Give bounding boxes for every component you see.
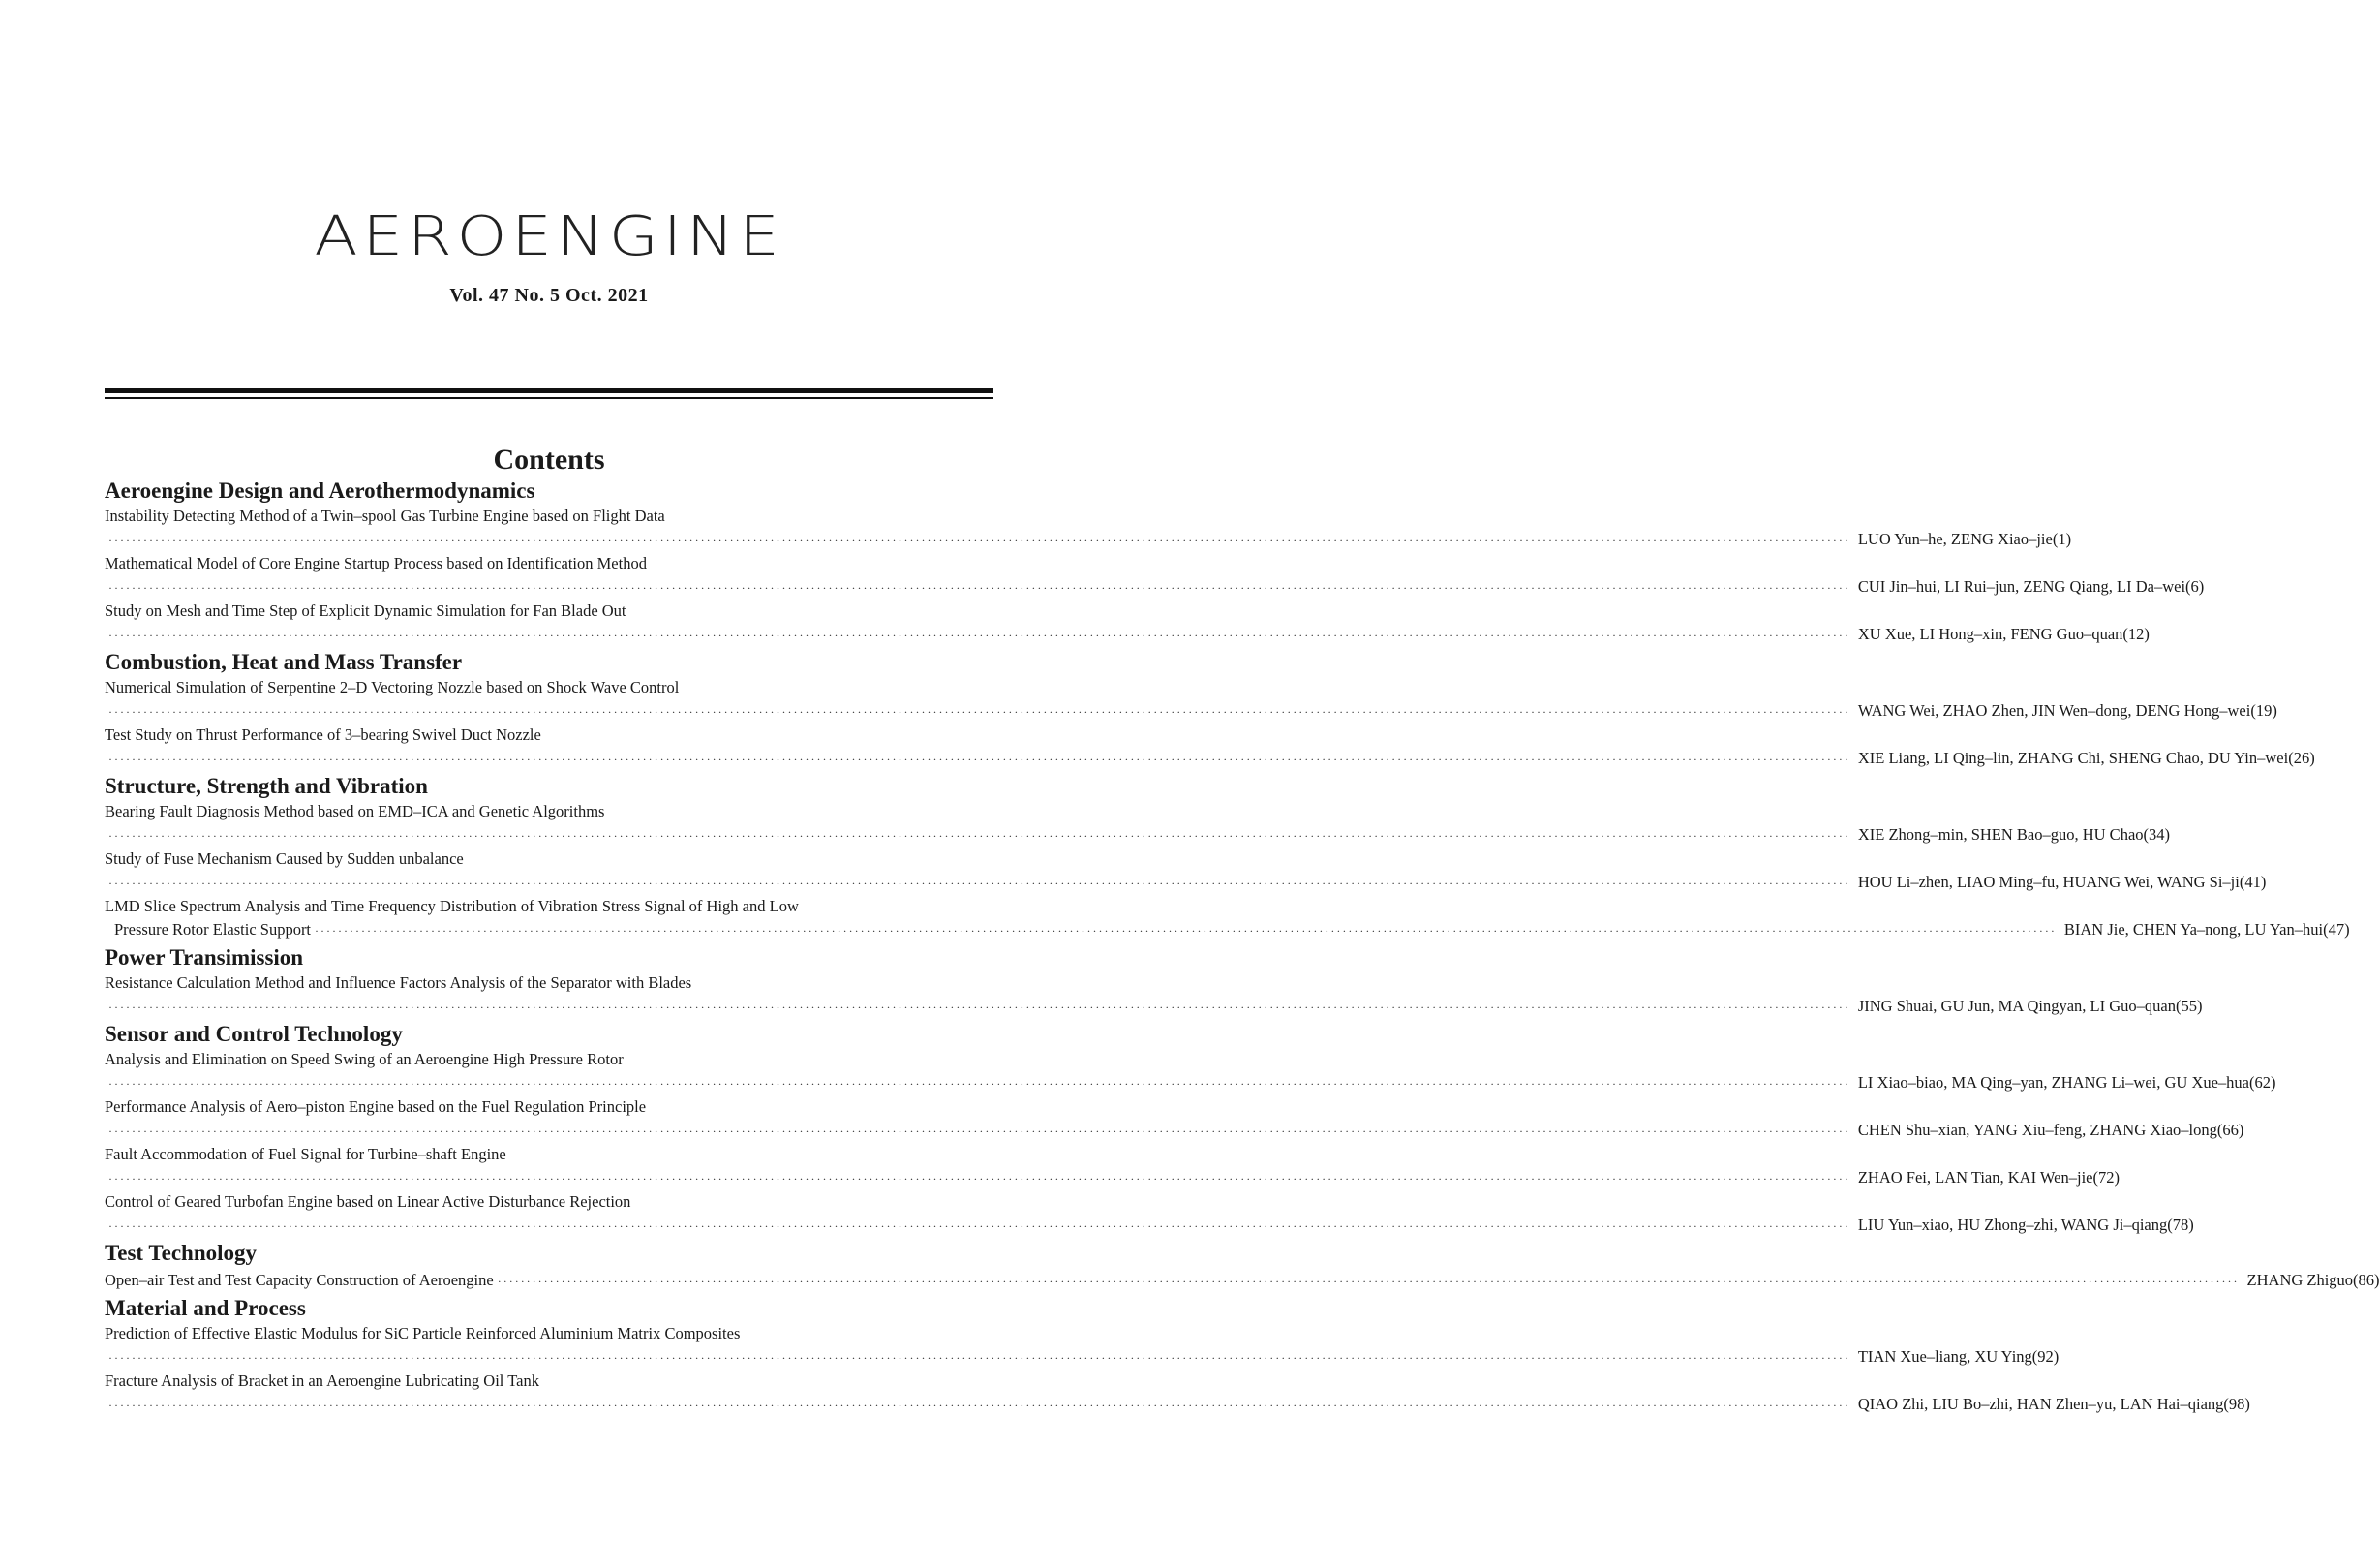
entry-authors-page: LIU Yun–xiao, HU Zhong–zhi, WANG Ji–qiang(78) xyxy=(1857,1216,2194,1234)
entry-title: LMD Slice Spectrum Analysis and Time Frequency Distribution of Vibration Stress Signal of High and Low xyxy=(105,897,799,915)
entry-authors-page: WANG Wei, ZHAO Zhen, JIN Wen–dong, DENG Hong–wei(19) xyxy=(1857,701,2277,720)
toc-entry[interactable] xyxy=(105,1268,2380,1294)
dot-leader: ············································································································································································································································································································ xyxy=(108,534,1850,547)
section-heading: Aeroengine Design and Aerothermodynamics xyxy=(105,478,535,503)
entry-author-line xyxy=(105,822,2171,848)
entry-author-line xyxy=(105,1392,2250,1418)
divider-thin xyxy=(105,397,993,399)
entry-author-line xyxy=(105,917,2350,943)
entry-author-line xyxy=(105,1344,2060,1371)
entry-authors-page: HOU Li–zhen, LIAO Ming–fu, HUANG Wei, WANG Si–ji(41) xyxy=(1857,873,2267,891)
entry-author-line xyxy=(105,698,2277,724)
toc-entry[interactable] xyxy=(105,677,2277,724)
dot-leader: ············································································································································································································································································································ xyxy=(108,1001,1850,1014)
dot-leader: ············································································································································································································································································································ xyxy=(108,877,1850,890)
entry-author-line xyxy=(105,1268,2380,1294)
dot-leader: ············································································································································································································································································································ xyxy=(108,829,1850,843)
entry-authors-page: LI Xiao–biao, MA Qing–yan, ZHANG Li–wei, GU Xue–hua(62) xyxy=(1857,1073,2276,1092)
toc-entry[interactable] xyxy=(105,1371,2250,1418)
entry-title: Prediction of Effective Elastic Modulus for SiC Particle Reinforced Aluminium Matrix Composites xyxy=(105,1324,741,1342)
entry-title: Performance Analysis of Aero–piston Engine based on the Fuel Regulation Principle xyxy=(105,1097,647,1116)
entry-author-line xyxy=(105,1118,2244,1144)
entry-title: Instability Detecting Method of a Twin–spool Gas Turbine Engine based on Flight Data xyxy=(105,507,665,525)
entry-title: Study of Fuse Mechanism Caused by Sudden unbalance xyxy=(105,849,464,868)
entry-authors-page: XIE Zhong–min, SHEN Bao–guo, HU Chao(34) xyxy=(1857,825,2171,844)
journal-title: AEROENGINE xyxy=(314,205,784,268)
entry-title: Control of Geared Turbofan Engine based on Linear Active Disturbance Rejection xyxy=(105,1192,631,1211)
toc-entry[interactable] xyxy=(105,1144,2120,1191)
entry-authors-page: QIAO Zhi, LIU Bo–zhi, HAN Zhen–yu, LAN Hai–qiang(98) xyxy=(1857,1395,2250,1413)
toc-entry[interactable] xyxy=(105,1191,2194,1239)
entry-title: Analysis and Elimination on Speed Swing of an Aeroengine High Pressure Rotor xyxy=(105,1050,624,1068)
entry-title: Fault Accommodation of Fuel Signal for Turbine–shaft Engine xyxy=(105,1145,506,1163)
toc-entry[interactable] xyxy=(105,972,2203,1020)
toc-entry[interactable] xyxy=(105,1096,2244,1144)
dot-leader: ············································································································································································································································································································ xyxy=(108,1399,1850,1412)
divider-thick xyxy=(105,388,993,393)
dot-leader: ············································································································································································································································································································ xyxy=(497,1275,2240,1288)
dot-leader: ············································································································································································································································································································ xyxy=(108,629,1850,642)
toc-entry[interactable] xyxy=(105,1323,2060,1371)
issue-info: Vol. 47 No. 5 Oct. 2021 xyxy=(449,285,649,306)
entry-authors-page: XIE Liang, LI Qing–lin, ZHANG Chi, SHENG Chao, DU Yin–wei(26) xyxy=(1857,749,2315,767)
dot-leader: ············································································································································································································································································································ xyxy=(315,924,2057,938)
dot-leader: ············································································································································································································································································································ xyxy=(108,705,1850,719)
entry-author-line xyxy=(105,1070,2276,1096)
contents-heading: Contents xyxy=(493,444,605,476)
entry-author-line xyxy=(105,870,2267,896)
dot-leader: ············································································································································································································································································································ xyxy=(108,581,1850,595)
dot-leader: ············································································································································································································································································································ xyxy=(108,753,1850,766)
section-heading: Test Technology xyxy=(105,1241,258,1265)
entry-title-continuation: Pressure Rotor Elastic Support xyxy=(114,920,312,939)
entry-authors-page: JING Shuai, GU Jun, MA Qingyan, LI Guo–quan(55) xyxy=(1857,997,2203,1015)
entry-title: Open–air Test and Test Capacity Construction of Aeroengine xyxy=(105,1271,494,1289)
toc-entry[interactable] xyxy=(105,896,2350,943)
section-heading: Structure, Strength and Vibration xyxy=(105,774,428,798)
toc-entry[interactable] xyxy=(105,801,2171,848)
dot-leader: ············································································································································································································································································································ xyxy=(108,1172,1850,1186)
section-heading: Power Transimission xyxy=(105,945,304,970)
entry-title: Bearing Fault Diagnosis Method based on EMD–ICA and Genetic Algorithms xyxy=(105,802,605,820)
entry-title: Mathematical Model of Core Engine Startup Process based on Identification Method xyxy=(105,554,647,572)
entry-title: Resistance Calculation Method and Influence Factors Analysis of the Separator with Blades xyxy=(105,973,692,992)
section-heading: Material and Process xyxy=(105,1296,306,1320)
section-heading: Combustion, Heat and Mass Transfer xyxy=(105,650,463,674)
section-heading: Sensor and Control Technology xyxy=(105,1022,403,1046)
entry-author-line xyxy=(105,574,2205,601)
entry-title: Fracture Analysis of Bracket in an Aeroengine Lubricating Oil Tank xyxy=(105,1371,539,1390)
dot-leader: ············································································································································································································································································································ xyxy=(108,1351,1850,1365)
table-of-contents xyxy=(105,477,2380,1418)
entry-title: Test Study on Thrust Performance of 3–bearing Swivel Duct Nozzle xyxy=(105,725,541,744)
entry-authors-page: TIAN Xue–liang, XU Ying(92) xyxy=(1857,1347,2060,1366)
entry-author-line xyxy=(105,1213,2194,1239)
entry-title: Study on Mesh and Time Step of Explicit Dynamic Simulation for Fan Blade Out xyxy=(105,601,626,620)
entry-authors-page: LUO Yun–he, ZENG Xiao–jie(1) xyxy=(1857,530,2072,548)
entry-author-line xyxy=(105,994,2203,1020)
toc-entry[interactable] xyxy=(105,506,2072,553)
entry-authors-page: CHEN Shu–xian, YANG Xiu–feng, ZHANG Xiao–long(66) xyxy=(1857,1121,2244,1139)
entry-authors-page: ZHANG Zhiguo(86) xyxy=(2246,1271,2380,1289)
dot-leader: ············································································································································································································································································································ xyxy=(108,1077,1850,1091)
toc-entry[interactable] xyxy=(105,601,2150,648)
entry-authors-page: XU Xue, LI Hong–xin, FENG Guo–quan(12) xyxy=(1857,625,2150,643)
entry-title: Numerical Simulation of Serpentine 2–D Vectoring Nozzle based on Shock Wave Control xyxy=(105,678,680,696)
entry-author-line xyxy=(105,527,2072,553)
toc-entry[interactable] xyxy=(105,1049,2276,1096)
entry-author-line xyxy=(105,622,2150,648)
entry-authors-page: ZHAO Fei, LAN Tian, KAI Wen–jie(72) xyxy=(1857,1168,2120,1187)
entry-authors-page: CUI Jin–hui, LI Rui–jun, ZENG Qiang, LI Da–wei(6) xyxy=(1857,577,2205,596)
toc-entry[interactable] xyxy=(105,848,2267,896)
dot-leader: ············································································································································································································································································································ xyxy=(108,1219,1850,1233)
entry-author-line xyxy=(105,746,2315,772)
entry-author-line xyxy=(105,1165,2120,1191)
toc-entry[interactable] xyxy=(105,553,2205,601)
entry-authors-page: BIAN Jie, CHEN Ya–nong, LU Yan–hui(47) xyxy=(2063,920,2350,939)
toc-entry[interactable] xyxy=(105,724,2315,772)
dot-leader: ············································································································································································································································································································ xyxy=(108,1125,1850,1138)
